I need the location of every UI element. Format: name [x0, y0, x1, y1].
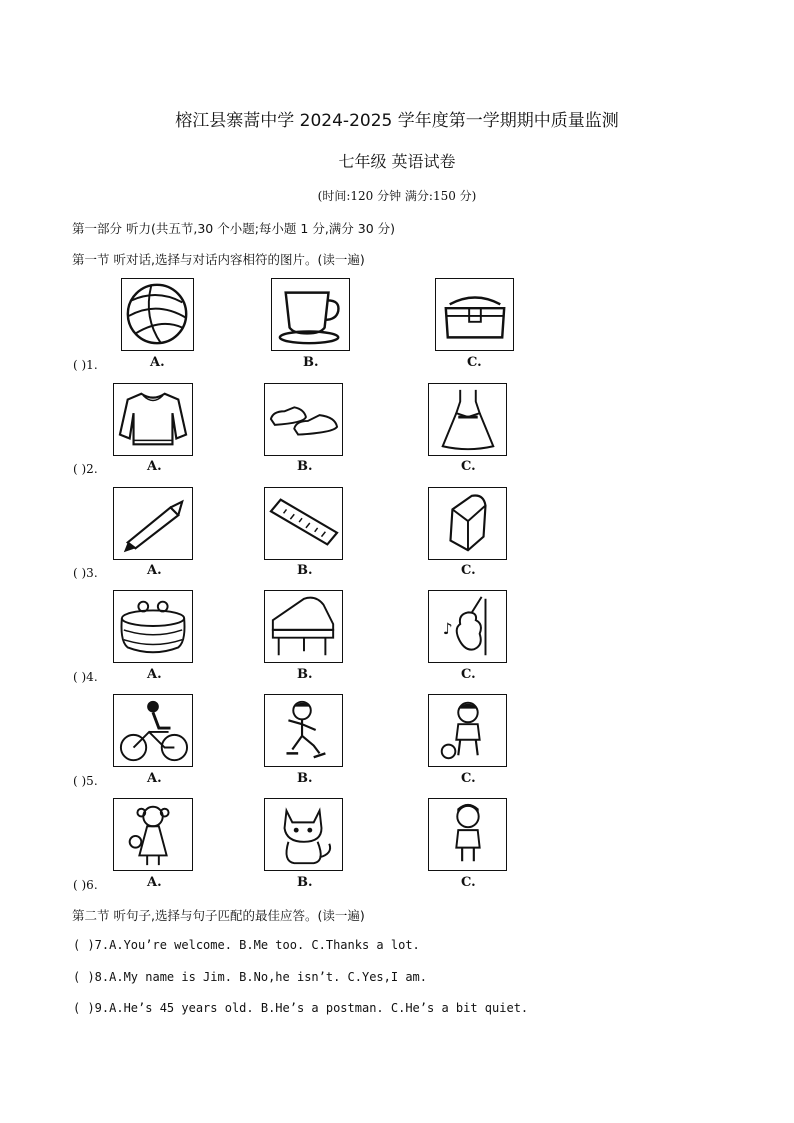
violin-icon: [428, 590, 507, 663]
time-info: (时间:120 分钟 满分:150 分): [317, 189, 477, 203]
option-c-label: C.: [461, 667, 476, 682]
cat-icon: [264, 798, 343, 871]
question-9: ( )9.A.He’s 45 years old. B.He’s a postman. C.He’s a bit quiet.: [73, 1001, 529, 1015]
option-b-label: B.: [297, 771, 313, 786]
option-b-label: B.: [297, 667, 313, 682]
girl-icon: [113, 798, 193, 871]
soccer-boy-icon: [428, 694, 507, 767]
section2-heading: 第二节 听句子,选择与句子匹配的最佳应答。(读一遍): [72, 908, 365, 923]
option-c-label: C.: [467, 355, 482, 370]
question-number: ( )2.: [73, 462, 98, 476]
part1-heading: 第一部分 听力(共五节,30 个小题;每小题 1 分,满分 30 分): [72, 221, 396, 236]
svg-text:♪: ♪: [442, 619, 453, 638]
sweater-icon: [113, 383, 193, 456]
dress-icon: [428, 383, 507, 456]
section1-heading: 第一节 听对话,选择与对话内容相符的图片。(读一遍): [72, 252, 365, 267]
question-8: ( )8.A.My name is Jim. B.No,he isn’t. C.Yes,I am.: [73, 970, 428, 984]
question-7: ( )7.A.You’re welcome. B.Me too. C.Thanks a lot.: [73, 938, 420, 952]
cup-icon: [271, 278, 350, 351]
option-b-label: B.: [297, 875, 313, 890]
question-number: ( )6.: [73, 878, 98, 892]
pencil-icon: [113, 487, 193, 560]
question-number: ( )5.: [73, 774, 98, 788]
skater-icon: [264, 694, 343, 767]
shoes-icon: [264, 383, 343, 456]
ruler-icon: [264, 487, 343, 560]
eraser-icon: [428, 487, 507, 560]
option-b-label: B.: [297, 563, 313, 578]
option-a-label: A.: [147, 875, 162, 890]
cyclist-icon: [113, 694, 193, 767]
question-number: ( )1.: [73, 358, 98, 372]
option-a-label: A.: [147, 563, 162, 578]
option-c-label: C.: [461, 771, 476, 786]
option-a-label: A.: [147, 667, 162, 682]
drum-icon: [113, 590, 193, 663]
handbag-icon: [435, 278, 514, 351]
boy-icon: [428, 798, 507, 871]
exam-title: 榕江县寨蒿中学 2024-2025 学年度第一学期期中质量监测: [175, 111, 619, 131]
option-a-label: A.: [147, 459, 162, 474]
option-a-label: A.: [150, 355, 165, 370]
option-c-label: C.: [461, 459, 476, 474]
option-c-label: C.: [461, 563, 476, 578]
option-a-label: A.: [147, 771, 162, 786]
question-number: ( )4.: [73, 670, 98, 684]
option-b-label: B.: [297, 459, 313, 474]
option-b-label: B.: [303, 355, 319, 370]
piano-icon: [264, 590, 343, 663]
question-number: ( )3.: [73, 566, 98, 580]
exam-subtitle: 七年级 英语试卷: [338, 152, 456, 171]
option-c-label: C.: [461, 875, 476, 890]
volleyball-icon: [121, 278, 194, 351]
